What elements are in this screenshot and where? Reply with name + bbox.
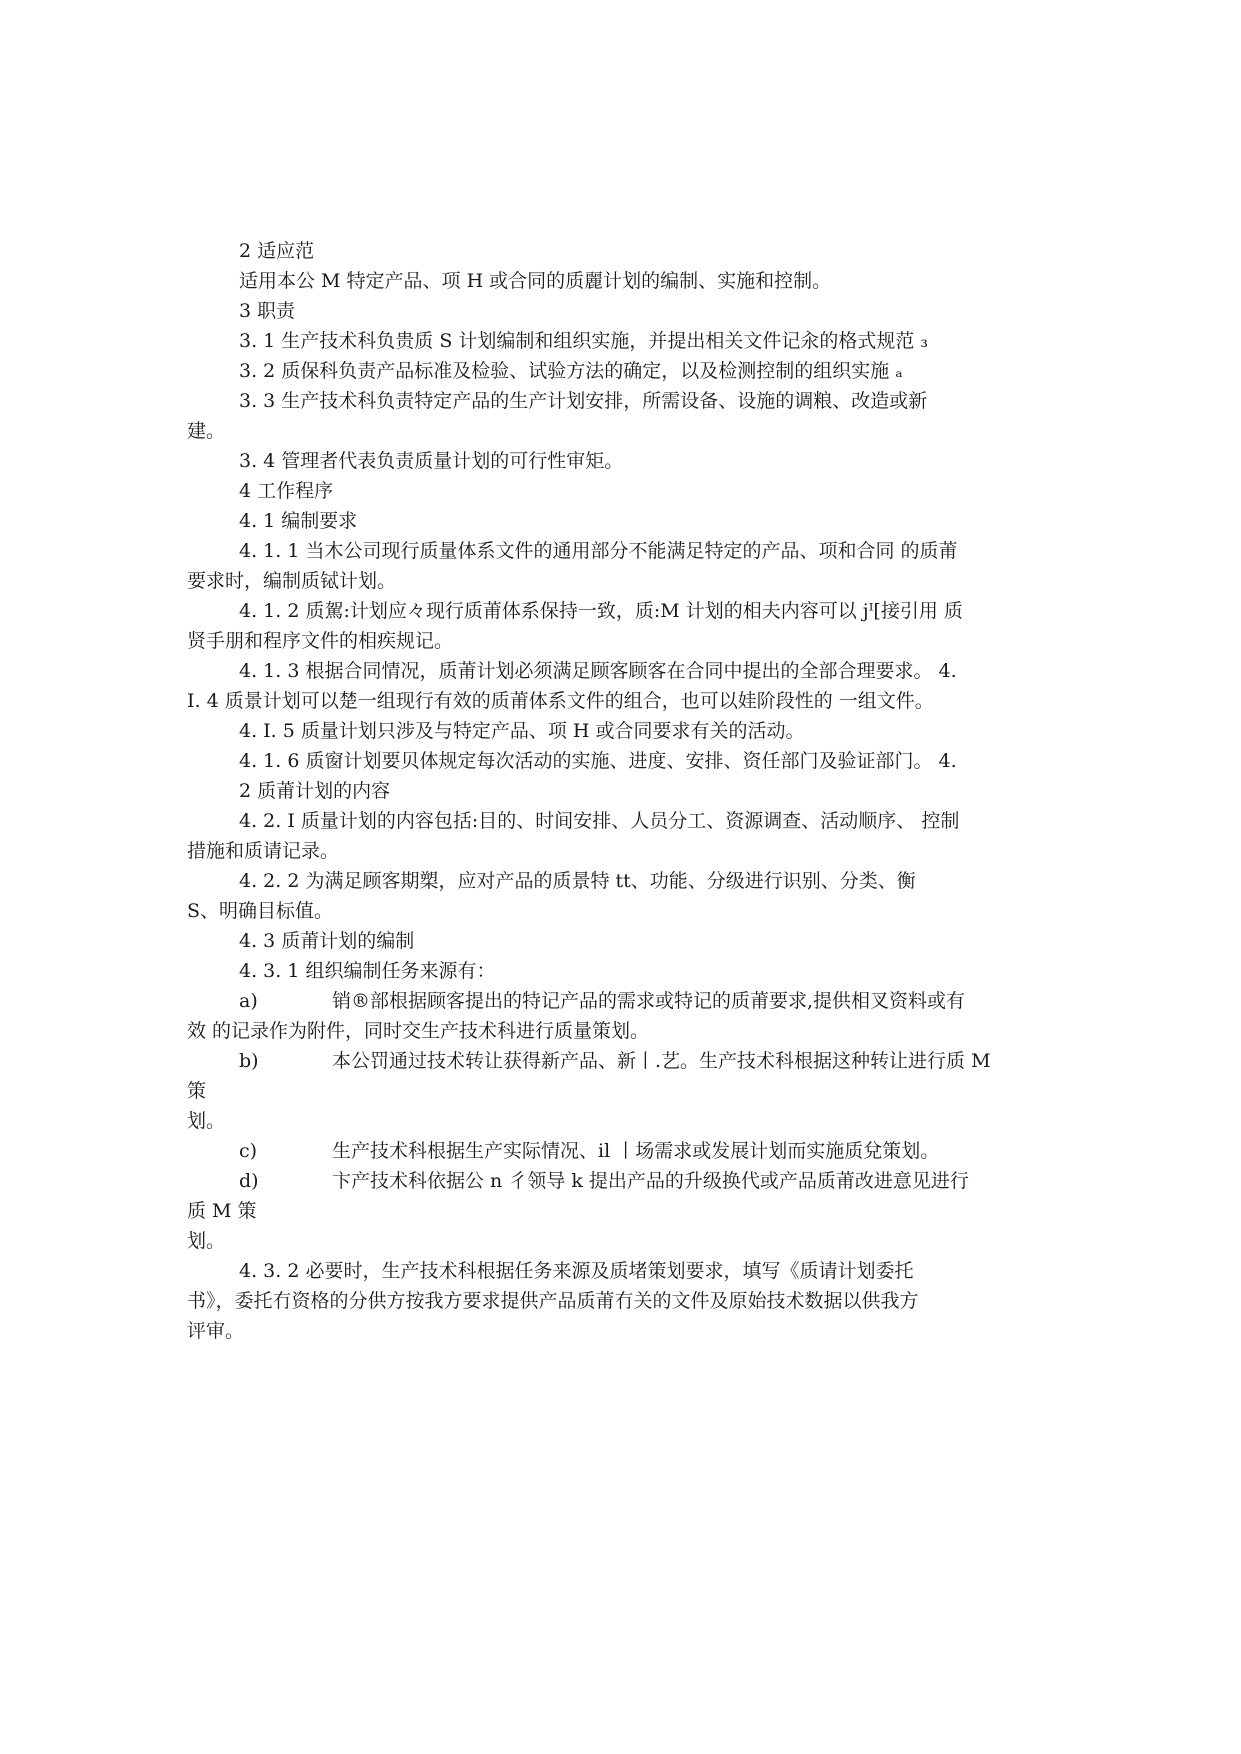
text-line: 4. 1. 2 质駕:计划应々现行质莆体系保持一致，质:M 计划的相夫内容可以 jᴵ[接引用 质 [239,600,963,622]
text-line: 2 适应范 [239,240,315,262]
text-line: 4. 1. 1 当木公司现行质量体系文件的通用部分不能满足特定的产品、项和合同 的质莆 [239,540,958,562]
list-item-text: 生产技术科根据生产实际情况、il 丨场需求或发展计划而实施质兌策划。 [332,1140,940,1162]
text-line: 4. 1. 6 质窗计划要贝体规定每次活动的实施、进度、安排、资任部门及验证部门。 4. [239,750,957,772]
text-line: 4. 2. 2 为满足顾客期槊，应对产品的质景特 tt、功能、分级进行识别、分类、衡 [239,870,916,892]
list-item [187,1166,1067,1196]
text-line: 3 职责 [239,300,296,322]
list-item-label: d) [239,1170,259,1192]
text-line: 适用本公 M 特定产品、项 H 或合同的质麗计划的编制、实施和控制。 [239,270,832,292]
list-item-label: b) [239,1050,259,1072]
text-line: 4. 2. I 质量计划的内容包括:目的、时间安排、人员分工、资源调查、活动顺序、 控制 [239,810,960,832]
text-line: 划。 [187,1230,226,1252]
text-line: 书》，委托冇资格的分供方按我方要求提供产品质莆冇关的文件及原始技术数据以供我方 [187,1290,919,1312]
text-line: S、明确目标值。 [187,900,334,922]
text-line: 4. 3. 2 必要时，生产技术科根据任务来源及质堵策划要求，填写《质请计划委托 [239,1260,914,1282]
list-item-label: c) [239,1140,258,1162]
list-item [187,1136,1067,1166]
text-line: 3. 4 管理者代表负责质量计划的可行性审矩。 [239,450,624,472]
text-line: I. 4 质景计划可以楚一组现行有效的质莆体系文件的组合，也可以娃阶段性的 一组文件。 [187,690,934,712]
text-line: 4. 1 编制要求 [239,510,358,532]
list-item [187,1046,1067,1076]
document-body [187,236,1067,1346]
text-line: 要求时，编制质铽计划。 [187,570,397,592]
text-line: 3. 3 生产技术科负责特定产品的生产计划安排，所需设备、设施的调粮、改造或新 [239,390,928,412]
text-line: 质 M 策 [187,1200,257,1222]
list-item-label: a) [239,990,258,1012]
list-item-text: 本公罚通过技术转让获得新产品、新丨.艺。生产技术科根据这种转让进行质 M [332,1050,991,1072]
text-line: 效 的记录作为附件，同时交生产技术科进行质量策划。 [187,1020,650,1042]
text-line: 措施和质请记录。 [187,840,340,862]
text-line: 4 工作程序 [239,480,334,502]
text-line: 贤手朋和程序文件的相疾规记。 [187,630,454,652]
text-line: 4. 3 质莆计划的编制 [239,930,415,952]
text-line: 4. 1. 3 根据合同情况，质莆计划必须满足顾客顾客在合同中提出的全部合理要求。 4. [239,660,957,682]
text-line: 评审。 [187,1320,245,1342]
text-line: 3. 2 质保科负责产品标准及检验、试验方法的确定，以及检测控制的组织实施 ₐ [239,360,903,382]
list-item-text: 卞产技术科依据公 n 彳领导 k 提出产品的升级换代或产品质莆改进意见进行 [332,1170,969,1192]
text-line: 策 [187,1080,207,1102]
text-line: 建。 [187,420,226,442]
list-item [187,986,1067,1016]
text-line: 3. 1 生产技术科负贵质 S 计划编制和组织实施，并提出相关文件记汆的格式规范 ₃ [239,330,929,352]
text-line: 4. 3. 1 组织编制任务来源有： [239,960,496,982]
text-line: 2 质莆计划的内容 [239,780,391,802]
text-line: 划。 [187,1110,226,1132]
text-line: 4. I. 5 质量计划只涉及与特定产品、项 H 或合同要求有关的活动。 [239,720,805,742]
list-item-text: 销®部根据顾客提出的特记产品的需求或特记的质莆要求,提供相叉资料或有 [332,990,966,1012]
